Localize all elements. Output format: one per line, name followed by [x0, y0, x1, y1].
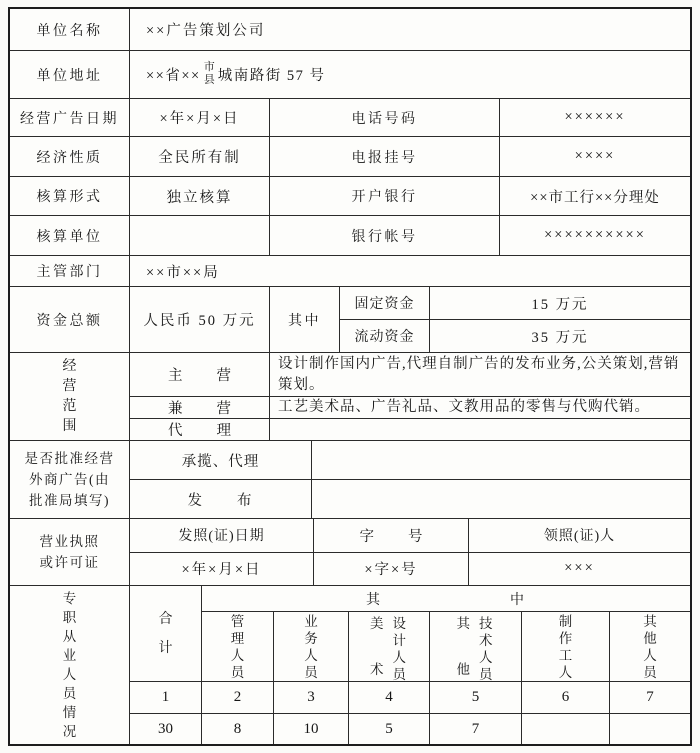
row-economic-telegraph — [10, 137, 690, 177]
staff-column-headers — [202, 612, 690, 681]
staff-head-production: 制 作 工 人 — [522, 612, 610, 681]
scope-side-content: 工艺美术品、广告礼品、文教用品的零售与代购代销。 — [278, 399, 650, 415]
row-staff — [10, 586, 690, 744]
scope-agency-content — [270, 419, 690, 440]
scope-side-row — [130, 397, 690, 419]
approval-contract-row — [130, 441, 690, 480]
capital-total-value: 人民币 50 万元 — [130, 287, 270, 352]
unit-address-label: 单位地址 — [10, 51, 130, 98]
row-ad-date-phone — [10, 99, 690, 137]
scope-agency-label: 代 理 — [130, 419, 270, 440]
ad-date-label: 经营广告日期 — [10, 99, 130, 136]
economic-nature-label: 经济性质 — [10, 137, 130, 176]
bank-account-value: ×××××××××× — [544, 227, 646, 243]
scope-main-content: 设计制作国内广告,代理自制广告的发布业务,公关策划,营销策划。 — [278, 355, 680, 393]
approval-contract-label: 承揽、代理 — [130, 441, 312, 479]
address-stack-top: 市 — [203, 60, 215, 73]
row-unit-address — [10, 51, 690, 99]
staff-head-art-design: 美 术 设 计 人 员 — [349, 612, 430, 681]
license-serial-value: ×字×号 — [314, 553, 469, 586]
fixed-capital-value: 15 万元 — [531, 296, 589, 313]
staff-head-business: 业 务 人 员 — [274, 612, 349, 681]
scope-rows — [130, 353, 690, 440]
capital-label: 资金总额 — [10, 287, 130, 352]
scope-side-label: 兼 营 — [130, 397, 270, 418]
address-suffix: 城南路街 57 号 — [217, 68, 326, 84]
address-prefix: ××省×× — [146, 68, 201, 84]
staff-grid — [130, 586, 690, 744]
row-business-scope — [10, 353, 690, 441]
staff-index-row: 1 2 3 4 5 6 7 — [130, 682, 690, 714]
staff-total-value: 30 — [130, 714, 202, 744]
staff-head-other: 其 他 人 员 — [643, 613, 657, 680]
staff-among-row — [202, 586, 690, 612]
scope-agency-row — [130, 419, 690, 440]
row-supervisor — [10, 256, 690, 287]
ad-date-value: ×年×月×日 — [130, 99, 270, 136]
capital-current-row — [340, 320, 690, 352]
capital-breakdown — [340, 287, 690, 352]
staff-head-management: 管 理 人 员 — [202, 612, 274, 681]
economic-nature-value: 全民所有制 — [130, 137, 270, 176]
capital-among-label: 其中 — [270, 287, 340, 352]
approval-publish-value — [312, 480, 690, 518]
license-label: 营业执照 或许可证 — [10, 519, 130, 585]
license-value-row — [130, 553, 690, 586]
staff-label-text: 专 职 从 业 人 员 情 况 — [62, 591, 77, 739]
supervisor-value: ××市××局 — [146, 264, 220, 281]
scope-label-text: 经 营 范 围 — [62, 358, 77, 434]
staff-header-block — [130, 586, 690, 682]
license-grid — [130, 519, 690, 585]
staff-value-row: 30 8 10 5 7 — [130, 714, 690, 744]
row-license — [10, 519, 690, 586]
approval-rows — [130, 441, 690, 518]
accounting-form-value: 独立核算 — [130, 177, 270, 215]
accounting-unit-value — [130, 216, 270, 255]
accounting-form-label: 核算形式 — [10, 177, 130, 215]
unit-name-label: 单位名称 — [10, 9, 130, 50]
bank-account-label: 银行帐号 — [270, 216, 500, 255]
scope-label — [10, 353, 130, 440]
unit-address-value — [130, 51, 690, 98]
scope-main-label: 主 营 — [130, 353, 270, 396]
staff-among-header: 其 中 — [366, 592, 526, 608]
license-serial-header: 字 号 — [314, 519, 469, 552]
address-stack-bottom: 县 — [203, 73, 215, 86]
bank-label: 开户银行 — [270, 177, 500, 215]
capital-fixed-row — [340, 287, 690, 320]
license-header-row — [130, 519, 690, 553]
license-holder-value: ××× — [564, 560, 595, 577]
staff-label — [10, 586, 130, 744]
license-holder-header: 领照(证)人 — [543, 529, 616, 545]
current-capital-label: 流动资金 — [340, 320, 430, 352]
supervisor-label: 主管部门 — [10, 256, 130, 286]
license-date-value: ×年×月×日 — [130, 553, 314, 586]
accounting-unit-label: 核算单位 — [10, 216, 130, 255]
phone-label: 电话号码 — [270, 99, 500, 136]
row-capital — [10, 287, 690, 353]
approval-contract-value — [312, 441, 690, 479]
city-county-stack — [204, 61, 215, 87]
current-capital-value: 35 万元 — [531, 329, 589, 346]
staff-total-header: 合 计 — [130, 586, 202, 681]
telegraph-label: 电报挂号 — [270, 137, 500, 176]
approval-publish-label: 发 布 — [130, 480, 312, 518]
row-accounting-bank — [10, 177, 690, 216]
scope-main-row — [130, 353, 690, 397]
registration-form-table — [8, 7, 692, 746]
row-unit-account — [10, 216, 690, 256]
phone-value: ×××××× — [564, 109, 626, 125]
unit-name-value: ××广告策划公司 — [146, 23, 266, 39]
fixed-capital-label: 固定资金 — [340, 287, 430, 319]
row-foreign-approval — [10, 441, 690, 519]
approval-publish-row — [130, 480, 690, 518]
license-date-header: 发照(证)日期 — [130, 519, 314, 552]
approval-label: 是否批准经营 外商广告(由 批准局填写) — [10, 441, 130, 518]
staff-head-other-tech: 其 他 技 术 人 员 — [430, 612, 522, 681]
telegraph-value: ×××× — [574, 148, 616, 164]
staff-among-block — [202, 586, 690, 681]
bank-value: ××市工行××分理处 — [530, 189, 660, 206]
row-unit-name — [10, 9, 690, 51]
